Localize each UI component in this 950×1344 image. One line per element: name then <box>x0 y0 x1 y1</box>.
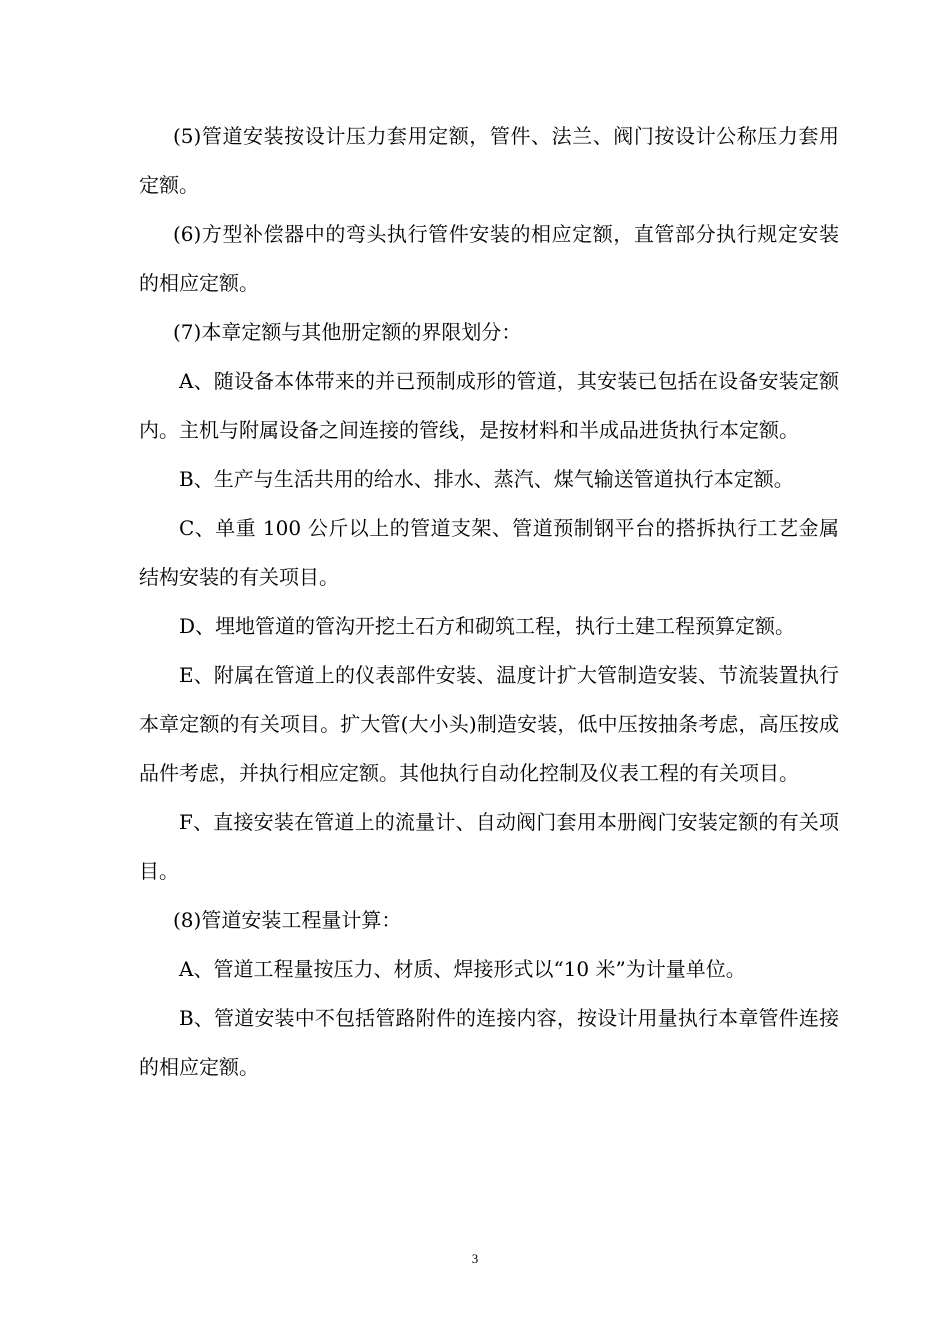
paragraph-8b: B、管道安装中不包括管路附件的连接内容，按设计用量执行本章管件连接的相应定额。 <box>139 1006 839 1079</box>
paragraph-6: (6)方型补偿器中的弯头执行管件安装的相应定额，直管部分执行规定安装的相应定额。 <box>139 222 839 295</box>
paragraph-8a: A、管道工程量按压力、材质、焊接形式以“10 米”为计量单位。 <box>179 957 746 981</box>
paragraph-7: (7)本章定额与其他册定额的界限划分： <box>173 320 522 344</box>
paragraph-7d: D、埋地管道的管沟开挖土石方和砌筑工程，执行土建工程预算定额。 <box>179 614 796 638</box>
paragraph-7b: B、生产与生活共用的给水、排水、蒸汽、煤气输送管道执行本定额。 <box>179 467 794 491</box>
paragraph-7c: C、单重 100 公斤以上的管道支架、管道预制钢平台的搭拆执行工艺金属结构安装的有关项目。 <box>139 516 839 589</box>
paragraph-7e: E、附属在管道上的仪表部件安装、温度计扩大管制造安装、节流装置执行本章定额的有关项目。扩大管(大小头)制造安装，低中压按抽条考虑，高压按成品件考虑，并执行相应定额。其他执行自动化控制及仪表工程的有关项目。 <box>139 663 839 785</box>
page-number: 3 <box>471 1251 479 1266</box>
paragraph-7a: A、随设备本体带来的并已预制成形的管道，其安装已包括在设备安装定额内。主机与附属设备之间连接的管线，是按材料和半成品进货执行本定额。 <box>139 369 839 442</box>
paragraph-7f: F、直接安装在管道上的流量计、自动阀门套用本册阀门安装定额的有关项目。 <box>139 810 839 883</box>
paragraph-5: (5)管道安装按设计压力套用定额，管件、法兰、阀门按设计公称压力套用定额。 <box>139 124 839 197</box>
document-body <box>139 112 839 1092</box>
paragraph-8: (8)管道安装工程量计算： <box>173 908 402 932</box>
